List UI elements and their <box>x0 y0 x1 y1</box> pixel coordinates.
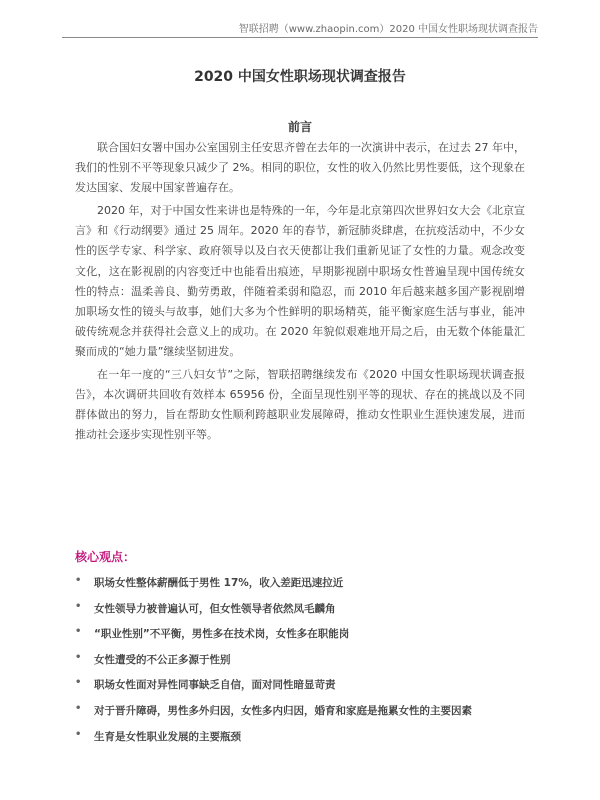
bullet-icon: • <box>75 677 82 689</box>
report-title: 2020 中国女性职场现状调查报告 <box>194 69 406 85</box>
list-item <box>75 575 545 601</box>
bullet-icon: • <box>75 600 82 612</box>
list-item <box>75 601 545 627</box>
list-item <box>75 703 545 729</box>
list-item <box>75 729 545 755</box>
key-point-text: 女性领导力被普遍认可，但女性领导者依然凤毛麟角 <box>94 602 336 615</box>
preface-body <box>75 138 525 448</box>
key-point-text: 女性遭受的不公正多源于性别 <box>94 653 231 666</box>
key-points-heading: 核心观点： <box>75 550 136 564</box>
preface-paragraph: 在一年一度的“三八妇女节”之际，智联招聘继续发布《2020 中国女性职场现状调查报告》，本次调研共回收有效样本 65956 份，全面呈现性别平等的现状、存在的挑战以及不同群体做出的努力，旨在帮助女性顺利跨越职业发展障碍，推动女性职业生涯快速发展，进而推动社会逐步实现性别平等。 <box>75 368 525 442</box>
key-point-text: 职场女性整体薪酬低于男性 17%，收入差距迅速拉近 <box>94 577 344 589</box>
header-divider <box>62 37 538 38</box>
key-point-text: 对于晋升障碍，男性多外归因，女性多内归因，婚育和家庭是拖累女性的主要因素 <box>94 704 472 717</box>
bullet-icon: • <box>75 651 82 663</box>
bullet-icon: • <box>75 702 82 714</box>
bullet-icon: • <box>75 626 82 638</box>
list-item <box>75 626 545 652</box>
preface-paragraph: 2020 年，对于中国女性来讲也是特殊的一年，今年是北京第四次世界妇女大会《北京宣言》和《行动纲要》通过 25 周年。2020 年的春节，新冠肺炎肆虐，在抗疫活动中，不少女性的医学专家、科学家、政府领导以及白衣天使都让我们重新见证了女性的力量。观念改变文化，这在影视剧的内容变迁中也能看出痕迹，早期影视剧中职场女性普遍呈现中国传统女性的特点：温柔善良、勤劳勇敢，伴随着柔弱和隐忍，而 2010 年后越来越多国产影视剧增加职场女性的镜头与故事，她们大多为个性鲜明的职场精英，能平衡家庭生活与事业，能冲破传统观念并获得社会意义上的成功。在 2020 年貌似艰难地开局之后，由无数个体能量汇聚而成的“她力量”继续坚韧进发。 <box>75 204 525 358</box>
key-point-text: “职业性别”不平衡，男性多在技术岗，女性多在职能岗 <box>94 628 350 641</box>
running-header: 智联招聘（www.zhaopin.com）2020 中国女性职场现状调查报告 <box>238 24 538 35</box>
key-point-text: 生育是女性职业发展的主要瓶颈 <box>94 730 241 743</box>
key-points-list <box>75 575 545 754</box>
list-item <box>75 652 545 678</box>
preface-paragraph: 联合国妇女署中国办公室国别主任安思齐曾在去年的一次演讲中表示，在过去 27 年中，我们的性别不平等现象只减少了 2%。相同的职位，女性的收入仍然比男性要低，这个现象在发达国家、发展中国家普遍存在。 <box>75 141 525 195</box>
preface-heading: 前言 <box>287 120 312 134</box>
key-point-text: 职场女性面对异性同事缺乏自信，面对同性暗显苛责 <box>94 679 336 692</box>
bullet-icon: • <box>75 728 82 740</box>
bullet-icon: • <box>75 575 82 586</box>
list-item <box>75 677 545 703</box>
